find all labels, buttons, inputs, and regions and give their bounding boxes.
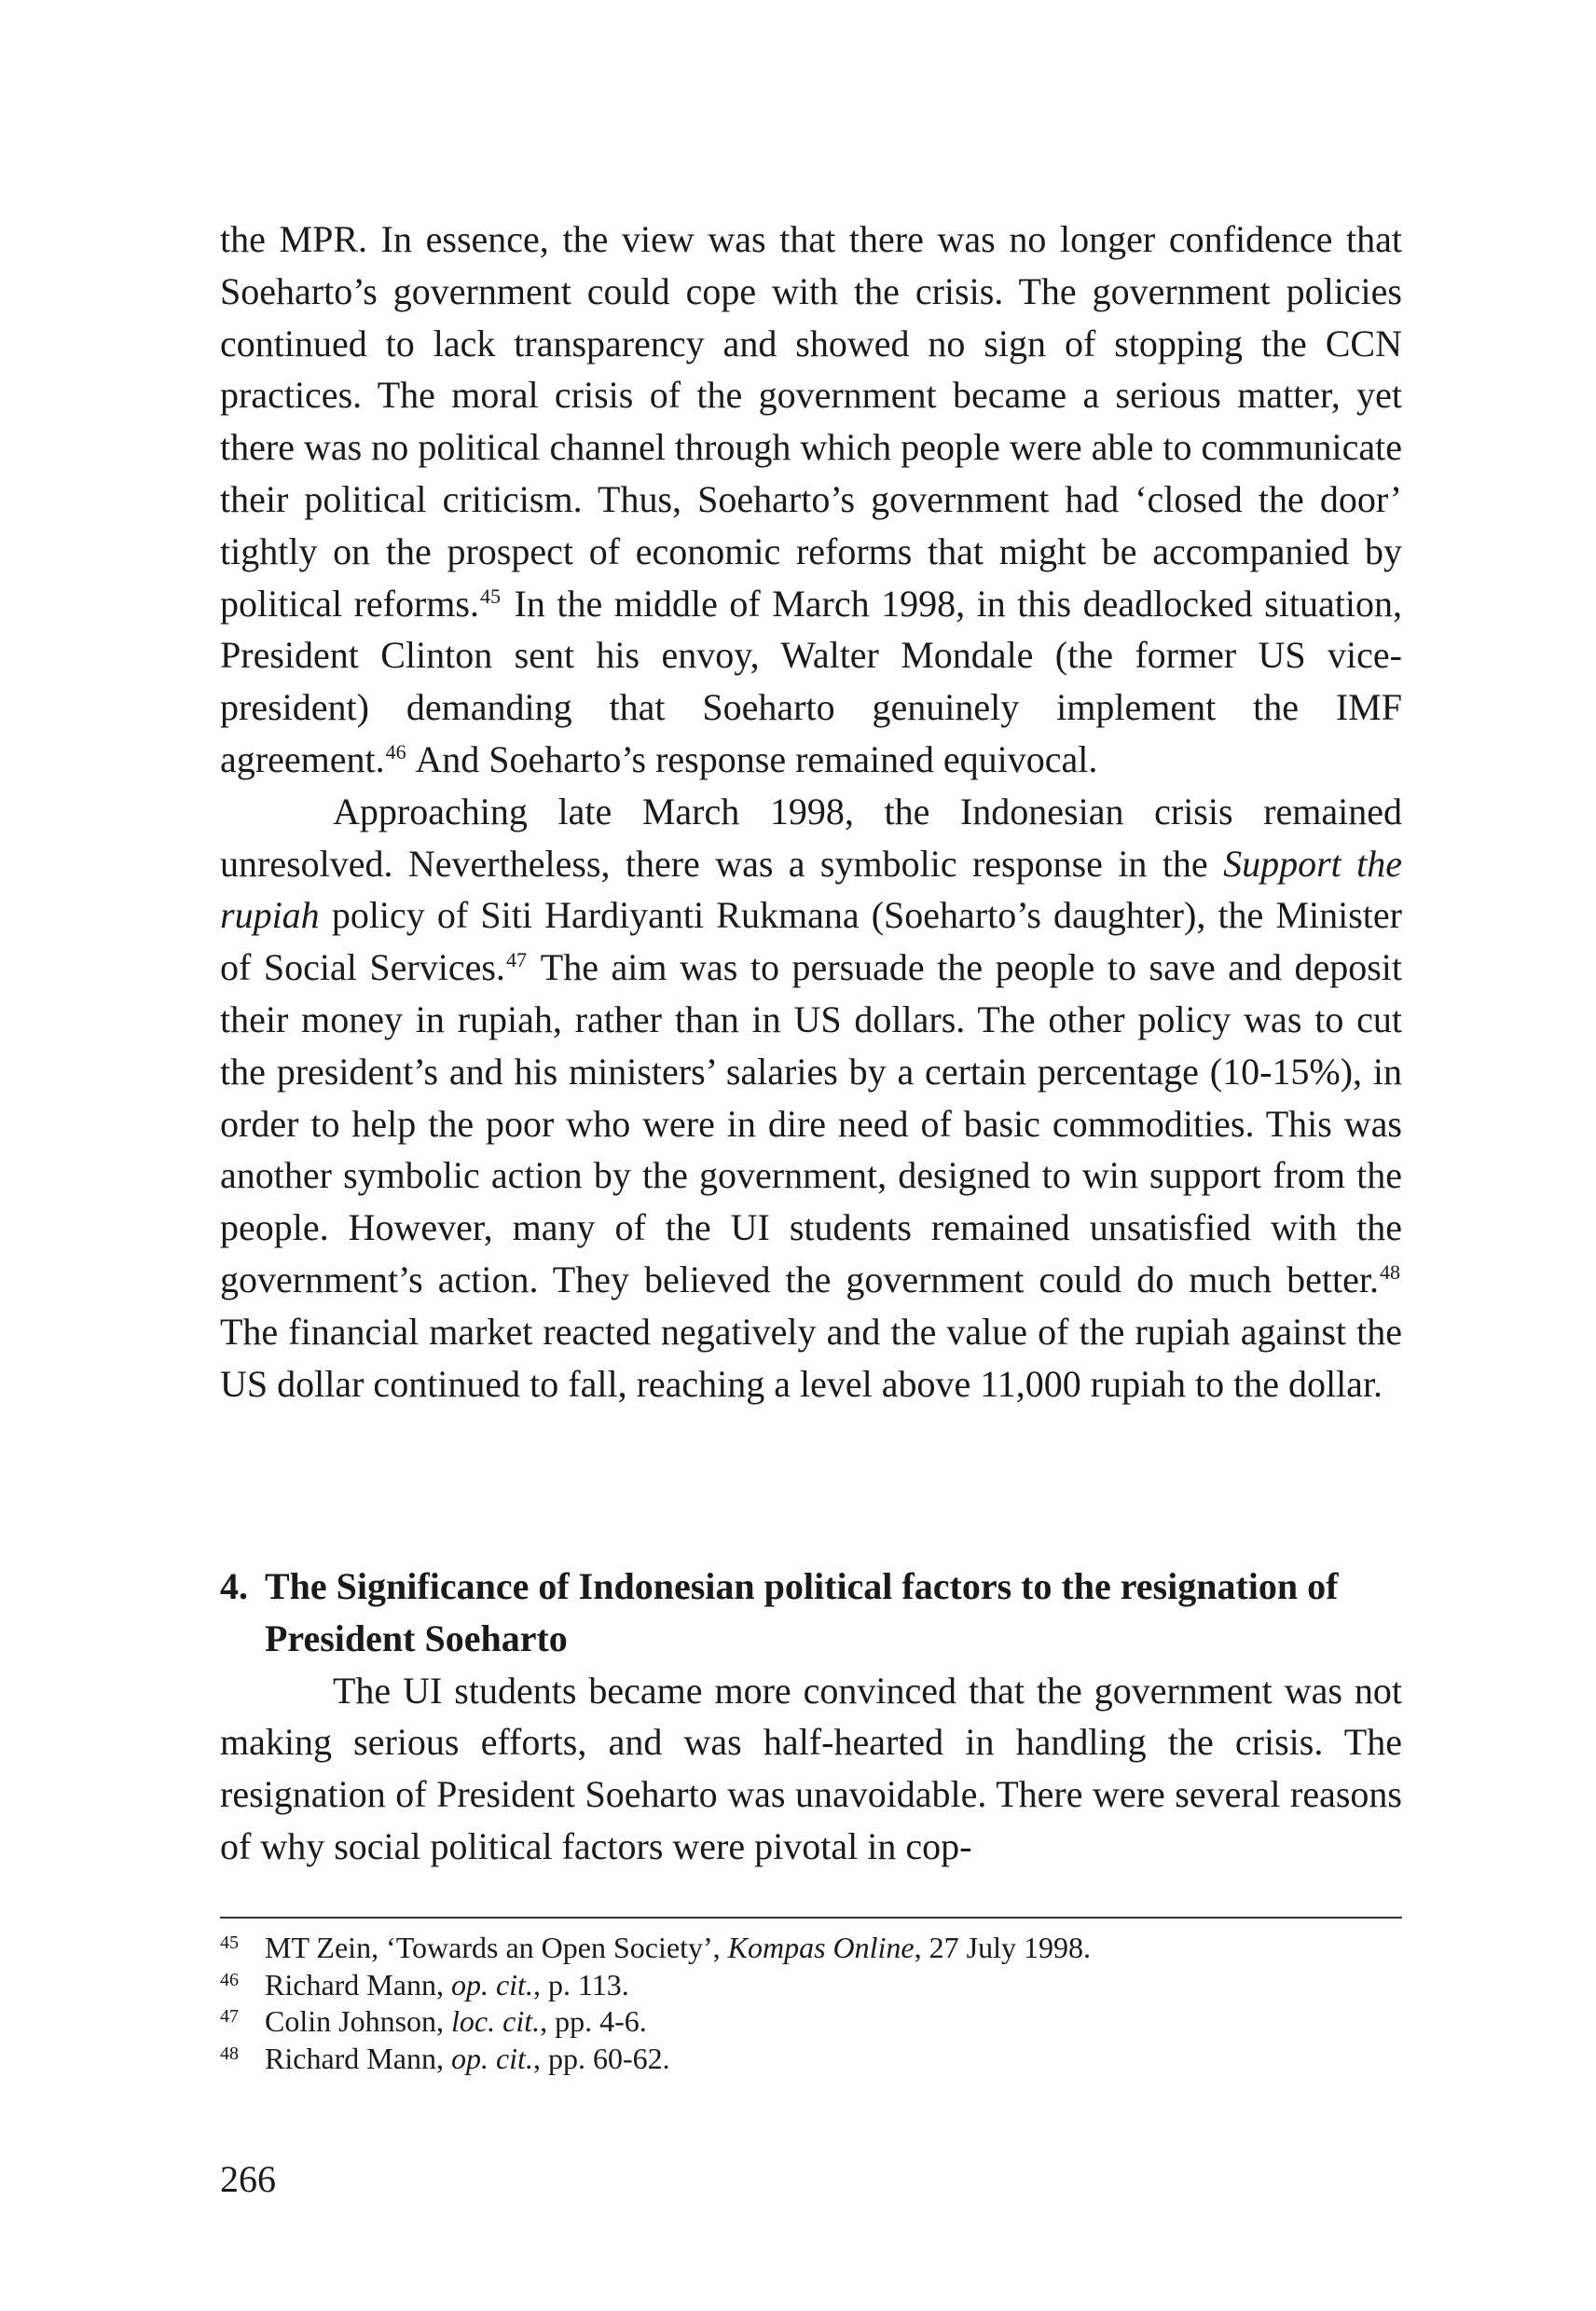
footnote-number: 46 — [220, 1969, 239, 1990]
paragraph-2 — [220, 786, 1402, 1410]
section-number: 4. — [220, 1565, 248, 1607]
footnote-text-pre: Colin Johnson, — [265, 2004, 452, 2038]
footnote-text — [265, 2003, 1402, 2041]
footnote-46 — [220, 1967, 1402, 2004]
footnote-number: 45 — [220, 1933, 239, 1953]
footnote-text-pre: MT Zein, ‘Towards an Open Society’, — [265, 1931, 728, 1964]
footnotes — [220, 1930, 1402, 2077]
paragraph-2-text-d: The financial market reacted negatively and the value of the rupiah against the US dollar continued to fall, reaching a level above 11,000 rupiah to the dollar. — [220, 1310, 1402, 1405]
footnote-text-post: , pp. 4-6. — [540, 2004, 647, 2038]
footnote-text — [265, 1930, 1402, 1967]
page-number: 266 — [220, 2158, 276, 2200]
paragraph-2-text-a: Approaching late March 1998, the Indonesian crisis remained unresolved. Nevertheless, there was a symbolic response in the — [220, 790, 1402, 885]
footnote-48 — [220, 2041, 1402, 2078]
footnote-text — [265, 2041, 1402, 2078]
footnote-text-italic: loc. cit. — [451, 2004, 541, 2038]
paragraph-1-text-c: And Soeharto’s response remained equivocal. — [407, 737, 1098, 780]
section-heading — [220, 1561, 1402, 1665]
footnote-text-italic: Kompas Online — [727, 1931, 915, 1964]
footnote-number: 48 — [220, 2043, 239, 2064]
footnote-47 — [220, 2003, 1402, 2041]
paragraph-2-italic-phrase: Support the rupiah — [220, 842, 1403, 937]
footnote-text-post: , pp. 60-62. — [532, 2041, 670, 2075]
section-title: The Significance of Indonesian political factors to the resignation of President Soeharto — [265, 1565, 1339, 1659]
footnote-text-pre: Richard Mann, — [265, 1967, 451, 2001]
paragraph-1-text-a: the MPR. In essence, the view was that there was no longer confidence that Soeharto’s government could cope with the crisis. The government policies continued to lack transparency and showed no sign of stopping the CCN practices. The moral crisis of the government became a serious matter, yet there was no political channel through which people were able to communicate their political criticism. Thus, Soeharto’s government had ‘closed the door’ tightly on the prospect of economic reforms that might be accompanied by political reforms. — [220, 218, 1402, 625]
paragraph-2-text-c: The aim was to persuade the people to save and deposit their money in rupiah, rather than in US dollars. The other policy was to cut the president’s and his ministers’ salaries by a certain percentage (10-15%), in order to help the poor who were in dire need of basic commodities. This was another symbolic action by the government, designed to win support from the people. However, many of the UI students remained unsatisfied with the government’s action. They believed the government could do much better. — [220, 946, 1403, 1300]
footnote-number: 47 — [220, 2006, 239, 2027]
footnote-ref-46[interactable]: 46 — [385, 739, 406, 763]
paragraph-1 — [220, 213, 1402, 786]
footnote-text-post: , 27 July 1998. — [914, 1931, 1091, 1964]
footnote-ref-48[interactable]: 48 — [1380, 1259, 1400, 1284]
section-paragraph-1: The UI students became more convinced that the government was not making serious efforts, and was half-hearted in handling the crisis. The resignation of President Soeharto was unavoidable. There were several reasons of why social political factors were pivotal in cop- — [220, 1669, 1402, 1867]
paragraph-2-text-b: policy of Siti Hardiyanti Rukmana (Soeharto’s daughter), the Minister of Social Services. — [220, 894, 1402, 989]
footnote-45 — [220, 1930, 1402, 1967]
section-4 — [220, 1561, 1402, 1873]
footnote-text-italic: op. cit. — [450, 2041, 533, 2075]
footnote-ref-47[interactable]: 47 — [505, 948, 527, 972]
footnote-ref-45[interactable]: 45 — [480, 584, 501, 608]
paragraph-1-text-b: In the middle of March 1998, in this deadlocked situation, President Clinton sent his envoy, Walter Mondale (the former US vice-president) demanding that Soeharto genuinely implement the IMF agreement. — [220, 582, 1403, 780]
footnote-text — [265, 1967, 1402, 2004]
footnote-divider — [220, 1917, 1402, 1919]
footnote-text-italic: op. cit. — [450, 1967, 533, 2001]
footnote-text-post: , p. 113. — [532, 1967, 629, 2001]
body-text — [220, 213, 1402, 1410]
footnote-text-pre: Richard Mann, — [265, 2041, 451, 2075]
